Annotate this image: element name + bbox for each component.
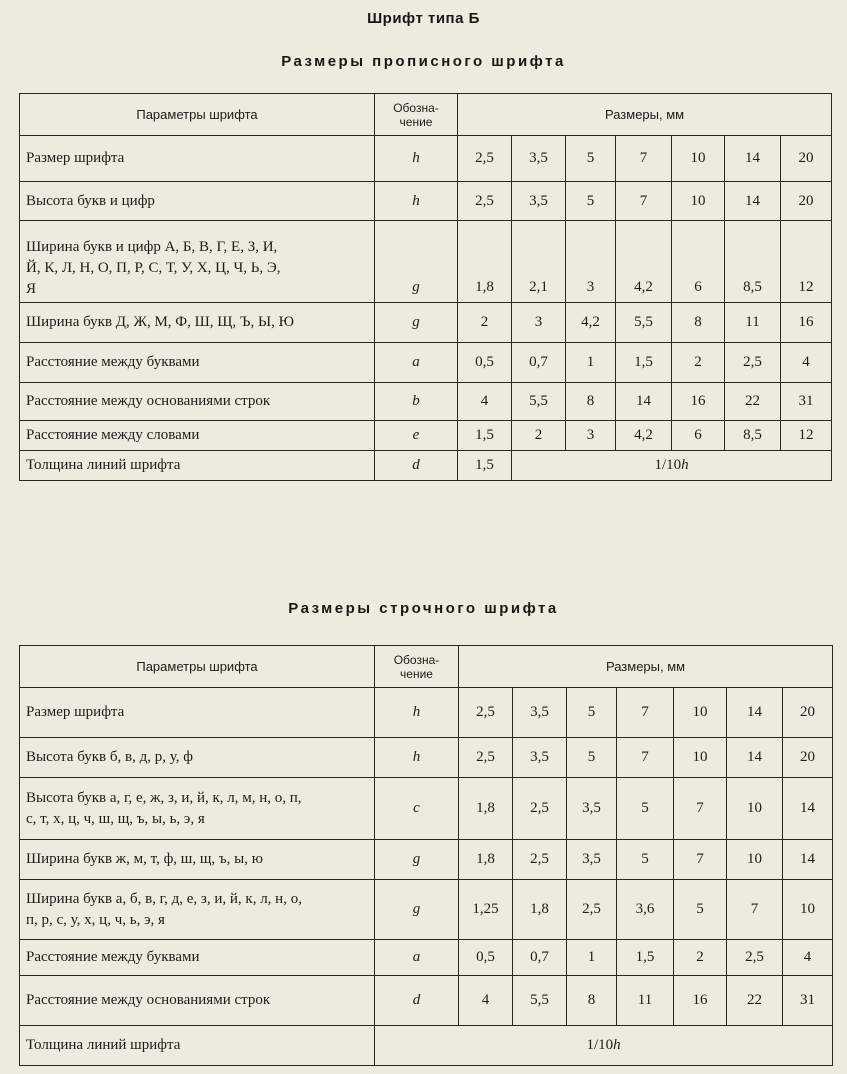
symbol-cell: d: [375, 451, 458, 481]
value-cell: 7: [616, 182, 672, 221]
column-header-sizes: Размеры, мм: [459, 646, 833, 688]
value-cell: 14: [725, 136, 781, 182]
column-header-sizes: Размеры, мм: [458, 94, 832, 136]
value-cell: 1,5: [458, 451, 512, 481]
value-cell: 5: [566, 182, 616, 221]
value-cell: 31: [783, 976, 833, 1026]
value-cell: 1,5: [616, 343, 672, 383]
value-cell: 7: [616, 136, 672, 182]
param-cell: Толщина линий шрифта: [20, 1026, 375, 1066]
column-header-symbol-line2: чение: [399, 114, 433, 129]
table-row: [20, 688, 833, 738]
table-row: [20, 840, 833, 880]
value-cell: 0,5: [459, 940, 513, 976]
value-cell: 3: [566, 421, 616, 451]
table-row: [20, 940, 833, 976]
merged-value-cell: [375, 1026, 833, 1066]
param-line: Я: [26, 281, 37, 297]
value-cell: 20: [783, 738, 833, 778]
value-cell: 3,6: [617, 880, 674, 940]
value-cell: 7: [727, 880, 783, 940]
value-cell: 3,5: [513, 688, 567, 738]
lower-table-heading: Размеры строчного шрифта: [288, 600, 559, 617]
table-header-row: [20, 646, 833, 688]
column-header-symbol-line2: чение: [400, 666, 433, 681]
symbol-cell: h: [375, 688, 459, 738]
table-row: [20, 738, 833, 778]
param-cell: [20, 221, 375, 303]
param-line: Ширина букв а, б, в, г, д, е, з, и, й, к, л, н, о,: [26, 890, 302, 907]
value-cell: 10: [727, 840, 783, 880]
value-cell: 6: [672, 421, 725, 451]
merged-value-cell: [512, 451, 832, 481]
value-cell: 2,5: [458, 182, 512, 221]
value-cell: 10: [783, 880, 833, 940]
value-cell: 2: [512, 421, 566, 451]
value-cell: 31: [781, 383, 832, 421]
value-cell: 8,5: [725, 421, 781, 451]
value-cell: 14: [783, 840, 833, 880]
symbol-cell: g: [375, 840, 459, 880]
symbol-cell: g: [375, 221, 458, 303]
value-cell: 1,8: [458, 221, 512, 303]
table-row: [20, 778, 833, 840]
value-cell: 3: [566, 221, 616, 303]
value-cell: 14: [727, 738, 783, 778]
table-row: [20, 421, 832, 451]
upper-table-heading: Размеры прописного шрифта: [281, 53, 566, 70]
merged-value-prefix: 1/10: [586, 1037, 614, 1053]
value-cell: 0,7: [513, 940, 567, 976]
param-cell: Размер шрифта: [20, 688, 375, 738]
value-cell: 12: [781, 421, 832, 451]
value-cell: 3,5: [513, 738, 567, 778]
param-cell: Ширина букв ж, м, т, ф, ш, щ, ъ, ы, ю: [20, 840, 375, 880]
value-cell: 11: [617, 976, 674, 1026]
value-cell: 5: [567, 688, 617, 738]
symbol-cell: h: [375, 738, 459, 778]
param-cell: Расстояние между словами: [20, 421, 375, 451]
value-cell: 20: [781, 182, 832, 221]
value-cell: 16: [672, 383, 725, 421]
lowercase-font-table: [19, 645, 833, 1066]
param-cell: Расстояние между буквами: [20, 940, 375, 976]
value-cell: 8: [567, 976, 617, 1026]
column-header-symbol-line1: Обозна-: [393, 652, 440, 667]
value-cell: 10: [674, 738, 727, 778]
column-header-symbol: [375, 646, 459, 688]
value-cell: 2: [672, 343, 725, 383]
value-cell: 4: [458, 383, 512, 421]
value-cell: 5,5: [513, 976, 567, 1026]
table-row: [20, 976, 833, 1026]
value-cell: 10: [672, 136, 725, 182]
merged-value-symbol: h: [613, 1037, 621, 1053]
value-cell: 2,1: [512, 221, 566, 303]
uppercase-font-table: [19, 93, 832, 481]
value-cell: 8: [566, 383, 616, 421]
value-cell: 0,5: [458, 343, 512, 383]
param-line: п, р, с, у, х, ц, ч, ь, э, я: [26, 911, 165, 928]
value-cell: 8,5: [725, 221, 781, 303]
value-cell: 20: [783, 688, 833, 738]
value-cell: 6: [672, 221, 725, 303]
symbol-cell: e: [375, 421, 458, 451]
value-cell: 1: [566, 343, 616, 383]
param-cell: Высота букв б, в, д, р, у, ф: [20, 738, 375, 778]
param-cell: Расстояние между буквами: [20, 343, 375, 383]
symbol-cell: h: [375, 136, 458, 182]
value-cell: 12: [781, 221, 832, 303]
value-cell: 14: [727, 688, 783, 738]
value-cell: 1: [567, 940, 617, 976]
symbol-cell: b: [375, 383, 458, 421]
symbol-cell: h: [375, 182, 458, 221]
table-row: [20, 1026, 833, 1066]
value-cell: 4: [459, 976, 513, 1026]
table-row: [20, 182, 832, 221]
param-cell: Высота букв и цифр: [20, 182, 375, 221]
value-cell: 4,2: [566, 303, 616, 343]
column-header-symbol-line1: Обозна-: [393, 100, 439, 115]
value-cell: 14: [783, 778, 833, 840]
value-cell: 2,5: [459, 688, 513, 738]
symbol-cell: a: [375, 343, 458, 383]
value-cell: 2,5: [513, 840, 567, 880]
value-cell: 3,5: [567, 840, 617, 880]
table-header-row: [20, 94, 832, 136]
value-cell: 14: [616, 383, 672, 421]
param-line: Высота букв а, г, е, ж, з, и, й, к, л, м, н, о, п,: [26, 789, 302, 806]
value-cell: 7: [617, 688, 674, 738]
value-cell: 16: [781, 303, 832, 343]
value-cell: 22: [727, 976, 783, 1026]
value-cell: 10: [672, 182, 725, 221]
document-title: Шрифт типа Б: [367, 10, 480, 27]
value-cell: 4,2: [616, 421, 672, 451]
value-cell: 2: [674, 940, 727, 976]
value-cell: 2,5: [513, 778, 567, 840]
value-cell: 8: [672, 303, 725, 343]
param-line: Ширина букв и цифр А, Б, В, Г, Е, З, И,: [26, 239, 278, 255]
value-cell: 3,5: [512, 136, 566, 182]
symbol-cell: g: [375, 303, 458, 343]
value-cell: 2: [458, 303, 512, 343]
value-cell: 10: [727, 778, 783, 840]
value-cell: 1,8: [459, 778, 513, 840]
merged-value-prefix: 1/10: [654, 457, 682, 473]
symbol-cell: d: [375, 976, 459, 1026]
value-cell: 5: [567, 738, 617, 778]
param-cell: [20, 880, 375, 940]
symbol-cell: a: [375, 940, 459, 976]
value-cell: 7: [617, 738, 674, 778]
value-cell: 3,5: [512, 182, 566, 221]
column-header-symbol: [375, 94, 458, 136]
value-cell: 1,5: [617, 940, 674, 976]
param-cell: Расстояние между основаниями строк: [20, 976, 375, 1026]
param-line: Й, К, Л, Н, О, П, Р, С, Т, У, Х, Ц, Ч, Ь, Э,: [26, 260, 281, 276]
value-cell: 11: [725, 303, 781, 343]
value-cell: 5: [617, 840, 674, 880]
table-row: [20, 136, 832, 182]
value-cell: 2,5: [727, 940, 783, 976]
value-cell: 3,5: [567, 778, 617, 840]
value-cell: 2,5: [459, 738, 513, 778]
value-cell: 7: [674, 778, 727, 840]
param-cell: Ширина букв Д, Ж, М, Ф, Ш, Щ, Ъ, Ы, Ю: [20, 303, 375, 343]
value-cell: 5,5: [616, 303, 672, 343]
value-cell: 5: [566, 136, 616, 182]
value-cell: 1,5: [458, 421, 512, 451]
column-header-param: Параметры шрифта: [20, 646, 375, 688]
param-line: с, т, х, ц, ч, ш, щ, ъ, ы, ь, э, я: [26, 810, 205, 827]
value-cell: 2,5: [725, 343, 781, 383]
symbol-cell: c: [375, 778, 459, 840]
value-cell: 10: [674, 688, 727, 738]
value-cell: 14: [725, 182, 781, 221]
table-row: [20, 221, 832, 303]
value-cell: 5: [617, 778, 674, 840]
value-cell: 22: [725, 383, 781, 421]
value-cell: 20: [781, 136, 832, 182]
param-cell: Расстояние между основаниями строк: [20, 383, 375, 421]
value-cell: 4: [783, 940, 833, 976]
symbol-cell: g: [375, 880, 459, 940]
table-row: [20, 343, 832, 383]
param-cell: Размер шрифта: [20, 136, 375, 182]
value-cell: 1,8: [513, 880, 567, 940]
value-cell: 3: [512, 303, 566, 343]
value-cell: 1,8: [459, 840, 513, 880]
value-cell: 2,5: [567, 880, 617, 940]
value-cell: 4: [781, 343, 832, 383]
value-cell: 0,7: [512, 343, 566, 383]
table-row: [20, 303, 832, 343]
value-cell: 2,5: [458, 136, 512, 182]
table-row: [20, 880, 833, 940]
table-row: [20, 451, 832, 481]
param-cell: Толщина линий шрифта: [20, 451, 375, 481]
table-row: [20, 383, 832, 421]
value-cell: 1,25: [459, 880, 513, 940]
merged-value-symbol: h: [681, 457, 689, 473]
value-cell: 4,2: [616, 221, 672, 303]
value-cell: 5,5: [512, 383, 566, 421]
value-cell: 16: [674, 976, 727, 1026]
param-cell: [20, 778, 375, 840]
value-cell: 7: [674, 840, 727, 880]
value-cell: 5: [674, 880, 727, 940]
column-header-param: Параметры шрифта: [20, 94, 375, 136]
